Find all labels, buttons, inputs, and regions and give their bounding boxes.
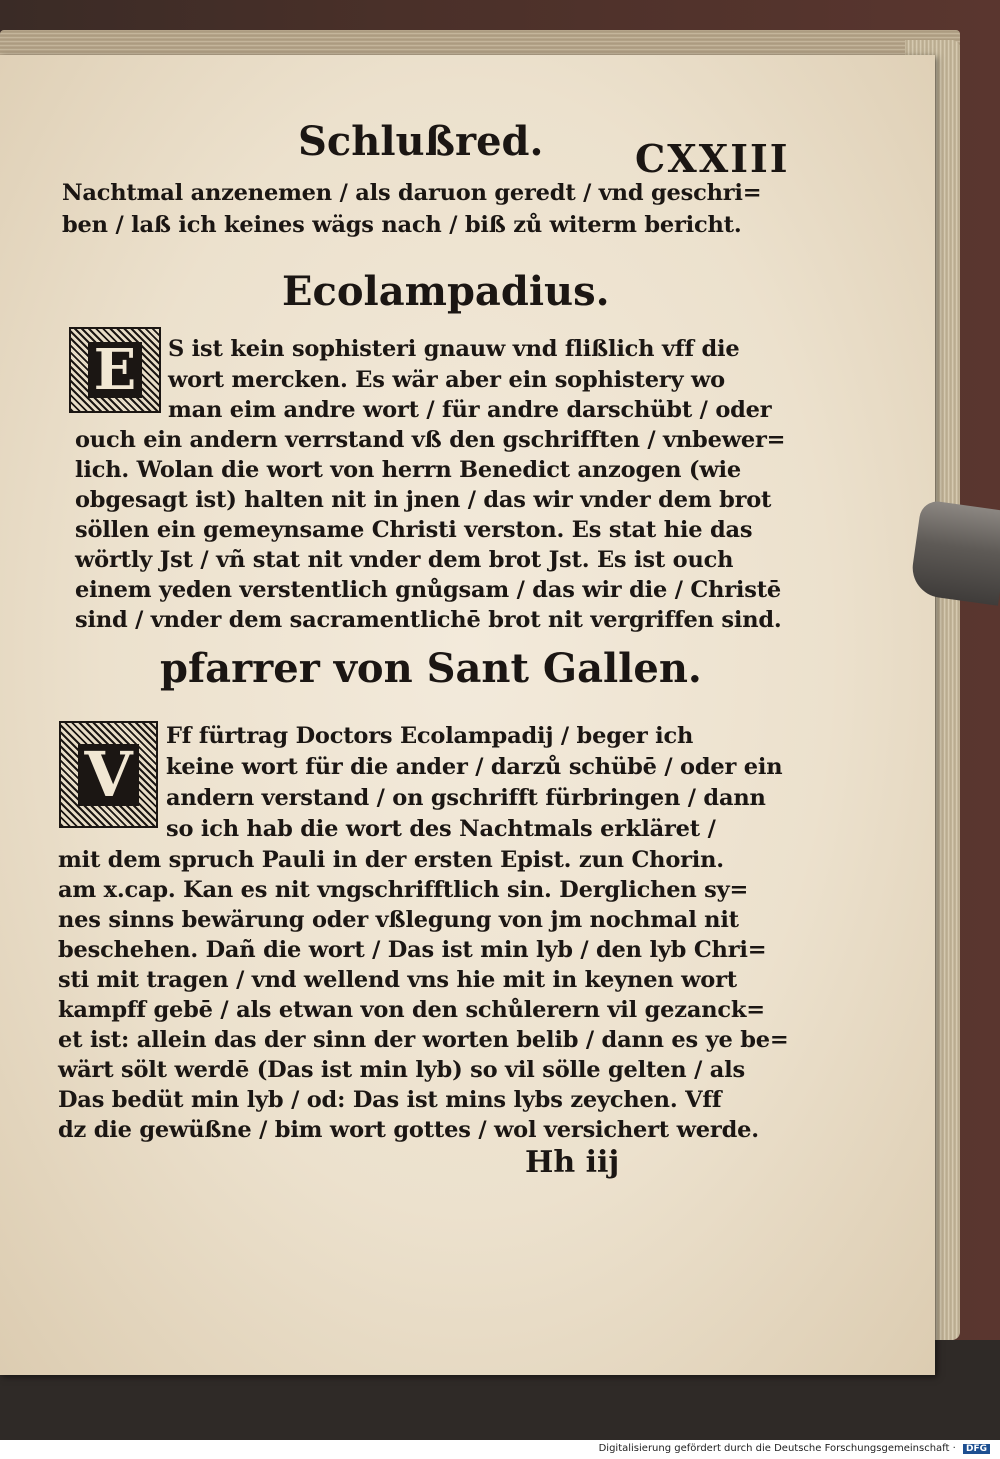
footer-credit-text: Digitalisierung gefördert durch die Deutsche Forschungsgemeinschaft · bbox=[598, 1443, 956, 1454]
decorated-initial bbox=[69, 327, 161, 413]
text-line: beschehen. Dañ die wort / Das ist min lyb / den lyb Chri= bbox=[58, 937, 767, 963]
text-line: Das bedüt min lyb / od: Das ist mins lybs zeychen. Vff bbox=[58, 1087, 722, 1113]
book-page bbox=[0, 55, 935, 1375]
decorated-initial-letter: V bbox=[78, 744, 138, 806]
decorated-initial bbox=[59, 721, 158, 828]
dfg-logo: DFG bbox=[963, 1444, 990, 1454]
continuation-line: ben / laß ich keines wägs nach / biß zů witerm bericht. bbox=[62, 212, 742, 238]
text-line: et ist: allein das der sinn der worten belib / dann es ye be= bbox=[58, 1027, 789, 1053]
text-line: keine wort für die ander / darzů schübē / oder ein bbox=[166, 754, 783, 780]
text-line: wörtly Jst / vñ stat nit vnder dem brot Jst. Es ist ouch bbox=[75, 547, 734, 573]
text-line: mit dem spruch Pauli in der ersten Epist. zun Chorin. bbox=[58, 847, 724, 873]
section-heading-pfarrer: pfarrer von Sant Gallen. bbox=[160, 645, 702, 692]
text-line: obgesagt ist) halten nit in jnen / das wir vnder dem brot bbox=[75, 487, 772, 513]
text-line: kampff gebē / als etwan von den schůlerern vil gezanck= bbox=[58, 997, 765, 1023]
text-line: wärt sölt werdē (Das ist min lyb) so vil sölle gelten / als bbox=[58, 1057, 745, 1083]
folio-number: CXXIII bbox=[635, 136, 790, 181]
text-line: lich. Wolan die wort von herrn Benedict anzogen (wie bbox=[75, 457, 741, 483]
section-heading-ecolampadius: Ecolampadius. bbox=[282, 268, 610, 315]
decorated-initial-letter: E bbox=[88, 342, 143, 398]
text-line: einem yeden verstentlich gnůgsam / das wir die / Christē bbox=[75, 577, 782, 603]
page-clip bbox=[909, 499, 1000, 606]
text-line: wort mercken. Es wär aber ein sophistery wo bbox=[168, 367, 725, 393]
text-line: söllen ein gemeynsame Christi verston. Es stat hie das bbox=[75, 517, 753, 543]
signature-mark: Hh iij bbox=[525, 1145, 620, 1180]
text-line: sti mit tragen / vnd wellend vns hie mit in keynen wort bbox=[58, 967, 737, 993]
text-line: man eim andre wort / für andre darschübt / oder bbox=[168, 397, 772, 423]
text-line: andern verstand / on gschrifft fürbringen / dann bbox=[166, 785, 766, 811]
footer-credit bbox=[599, 1443, 990, 1454]
text-line: dz die gewüßne / bim wort gottes / wol versichert werde. bbox=[58, 1117, 759, 1143]
running-head: Schlußred. bbox=[298, 118, 544, 165]
text-line: ouch ein andern verrstand vß den gschrifften / vnbewer= bbox=[75, 427, 786, 453]
text-line: sind / vnder dem sacramentlichē brot nit vergriffen sind. bbox=[75, 607, 782, 633]
text-line: am x.cap. Kan es nit vngschrifftlich sin. Derglichen sy= bbox=[58, 877, 749, 903]
continuation-line: Nachtmal anzenemen / als daruon geredt / vnd geschri= bbox=[62, 180, 762, 206]
text-line: Ff fürtrag Doctors Ecolampadij / beger ich bbox=[166, 723, 694, 749]
text-line: nes sinns bewärung oder vßlegung von jm nochmal nit bbox=[58, 907, 739, 933]
text-line: so ich hab die wort des Nachtmals erkläret / bbox=[166, 816, 716, 842]
text-line: S ist kein sophisteri gnauw vnd flißlich vff die bbox=[168, 336, 740, 362]
